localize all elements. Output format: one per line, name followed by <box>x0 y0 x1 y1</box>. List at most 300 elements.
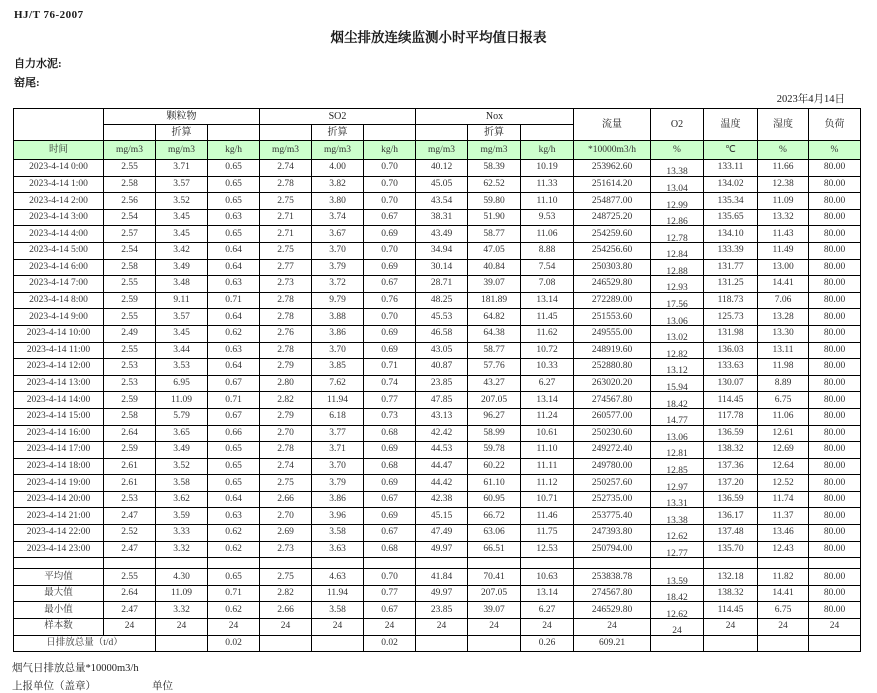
unit-cell: % <box>809 141 861 160</box>
value-cell: 0.77 <box>364 585 416 602</box>
table-row <box>14 392 861 409</box>
value-cell: 0.71 <box>208 585 260 602</box>
value-cell: 2.49 <box>104 325 156 342</box>
value-cell: 13.59 <box>651 574 704 591</box>
value-cell: 0.02 <box>364 635 416 652</box>
value-cell: 3.45 <box>156 325 208 342</box>
header-humidity: 湿度 <box>758 109 809 141</box>
row-label-cell: 2023-4-14 4:00 <box>14 226 104 243</box>
value-cell: 0.02 <box>208 635 260 652</box>
table-row <box>14 508 861 525</box>
value-cell: 80.00 <box>809 309 861 326</box>
value-cell: 3.52 <box>156 193 208 210</box>
standard-code: HJ/T 76-2007 <box>14 9 84 21</box>
table-row <box>14 475 861 492</box>
value-cell: 2.77 <box>260 259 312 276</box>
value-cell: 24 <box>260 619 312 636</box>
value-cell: 34.94 <box>416 242 468 259</box>
value-cell: 11.12 <box>521 475 574 492</box>
value-cell: 253962.60 <box>574 160 651 177</box>
value-cell <box>521 558 574 569</box>
time-column-header: 时间 <box>14 141 104 160</box>
value-cell: 0.26 <box>521 635 574 652</box>
value-cell: 137.48 <box>704 525 758 542</box>
table-row <box>14 558 861 569</box>
value-cell: 12.52 <box>758 475 809 492</box>
value-cell: 64.38 <box>468 325 521 342</box>
value-cell: 7.62 <box>312 375 364 392</box>
report-unit-label: 上报单位（盖章） <box>12 681 96 693</box>
value-cell: 0.69 <box>364 475 416 492</box>
value-cell: 12.38 <box>758 176 809 193</box>
value-cell: 40.12 <box>416 160 468 177</box>
value-cell: 12.64 <box>758 458 809 475</box>
value-cell: 2.54 <box>104 209 156 226</box>
value-cell: 2.59 <box>104 442 156 459</box>
value-cell: 11.10 <box>521 193 574 210</box>
value-cell: 0.77 <box>364 392 416 409</box>
value-cell: 80.00 <box>809 425 861 442</box>
value-cell: 24 <box>208 619 260 636</box>
value-cell: 274567.80 <box>574 585 651 602</box>
monitoring-site: 窑尾: <box>14 77 40 89</box>
value-cell: 9.53 <box>521 209 574 226</box>
value-cell: 23.85 <box>416 375 468 392</box>
value-cell: 0.62 <box>208 602 260 619</box>
value-cell: 3.79 <box>312 475 364 492</box>
value-cell: 251614.20 <box>574 176 651 193</box>
value-cell: 3.74 <box>312 209 364 226</box>
converted-label-so2: 折算 <box>312 125 364 141</box>
value-cell: 57.76 <box>468 359 521 376</box>
value-cell: 3.71 <box>156 160 208 177</box>
value-cell: 0.70 <box>364 193 416 210</box>
value-cell: 114.45 <box>704 392 758 409</box>
value-cell: 0.71 <box>208 292 260 309</box>
value-cell: 43.49 <box>416 226 468 243</box>
value-cell: 80.00 <box>809 342 861 359</box>
value-cell: 24 <box>156 619 208 636</box>
header-load: 负荷 <box>809 109 861 141</box>
value-cell <box>758 558 809 569</box>
value-cell: 24 <box>312 619 364 636</box>
row-label-cell: 2023-4-14 8:00 <box>14 292 104 309</box>
value-cell: 250257.60 <box>574 475 651 492</box>
value-cell: 58.99 <box>468 425 521 442</box>
value-cell: 3.77 <box>312 425 364 442</box>
value-cell: 80.00 <box>809 176 861 193</box>
value-cell: 3.67 <box>312 226 364 243</box>
daily-report-table <box>13 108 861 652</box>
value-cell: 96.27 <box>468 408 521 425</box>
table-row <box>14 292 861 309</box>
value-cell: 0.62 <box>208 541 260 558</box>
value-cell <box>312 635 364 652</box>
value-cell: 0.63 <box>208 276 260 293</box>
value-cell: 11.75 <box>521 525 574 542</box>
value-cell: 133.39 <box>704 242 758 259</box>
value-cell: 11.33 <box>521 176 574 193</box>
unit-label: 单位 <box>152 681 173 693</box>
value-cell: 3.32 <box>156 602 208 619</box>
value-cell: 59.78 <box>468 442 521 459</box>
value-cell: 3.70 <box>312 458 364 475</box>
header-o2: O2 <box>651 109 704 141</box>
value-cell: 24 <box>704 619 758 636</box>
value-cell: 12.77 <box>651 546 704 563</box>
value-cell: 2.79 <box>260 359 312 376</box>
value-cell: 0.64 <box>208 359 260 376</box>
value-cell: 207.05 <box>468 392 521 409</box>
value-cell: 12.97 <box>651 480 704 497</box>
value-cell: 11.98 <box>758 359 809 376</box>
row-label-cell: 2023-4-14 2:00 <box>14 193 104 210</box>
row-label-cell: 2023-4-14 12:00 <box>14 359 104 376</box>
value-cell: 12.62 <box>651 530 704 547</box>
value-cell: 11.09 <box>156 392 208 409</box>
value-cell: 3.48 <box>156 276 208 293</box>
value-cell: 0.69 <box>364 259 416 276</box>
blank-cell <box>208 125 260 141</box>
value-cell: 133.11 <box>704 160 758 177</box>
value-cell: 0.69 <box>364 508 416 525</box>
value-cell: 3.57 <box>156 309 208 326</box>
value-cell: 247393.80 <box>574 525 651 542</box>
value-cell: 3.33 <box>156 525 208 542</box>
value-cell: 47.85 <box>416 392 468 409</box>
value-cell: 0.69 <box>364 226 416 243</box>
value-cell: 2.66 <box>260 602 312 619</box>
value-cell <box>809 558 861 569</box>
value-cell <box>156 635 208 652</box>
value-cell: 8.89 <box>758 375 809 392</box>
value-cell: 11.82 <box>758 569 809 586</box>
value-cell: 3.32 <box>156 541 208 558</box>
value-cell: 2.61 <box>104 458 156 475</box>
value-cell: 254256.60 <box>574 242 651 259</box>
table-row <box>14 491 861 508</box>
value-cell: 3.49 <box>156 259 208 276</box>
value-cell: 64.82 <box>468 309 521 326</box>
value-cell: 250303.80 <box>574 259 651 276</box>
value-cell: 24 <box>574 619 651 636</box>
value-cell: 3.85 <box>312 359 364 376</box>
value-cell: 0.63 <box>208 209 260 226</box>
value-cell: 2.47 <box>104 508 156 525</box>
value-cell: 117.78 <box>704 408 758 425</box>
value-cell: 80.00 <box>809 193 861 210</box>
value-cell: 3.82 <box>312 176 364 193</box>
value-cell: 60.95 <box>468 491 521 508</box>
value-cell <box>156 558 208 569</box>
value-cell: 0.63 <box>208 508 260 525</box>
value-cell <box>704 558 758 569</box>
value-cell: 23.85 <box>416 602 468 619</box>
value-cell: 3.58 <box>312 602 364 619</box>
value-cell: 40.84 <box>468 259 521 276</box>
value-cell: 133.63 <box>704 359 758 376</box>
value-cell: 2.78 <box>260 442 312 459</box>
value-cell: 80.00 <box>809 475 861 492</box>
value-cell: 0.67 <box>364 525 416 542</box>
value-cell: 2.59 <box>104 292 156 309</box>
row-label-cell: 2023-4-14 19:00 <box>14 475 104 492</box>
value-cell: 207.05 <box>468 585 521 602</box>
value-cell: 45.53 <box>416 309 468 326</box>
table-row <box>14 458 861 475</box>
value-cell: 0.70 <box>364 160 416 177</box>
value-cell: 80.00 <box>809 602 861 619</box>
value-cell: 0.70 <box>364 176 416 193</box>
value-cell: 62.52 <box>468 176 521 193</box>
value-cell: 134.10 <box>704 226 758 243</box>
value-cell: 14.77 <box>651 413 704 430</box>
row-label-cell: 2023-4-14 11:00 <box>14 342 104 359</box>
value-cell: 135.34 <box>704 193 758 210</box>
value-cell: 3.49 <box>156 442 208 459</box>
value-cell: 38.31 <box>416 209 468 226</box>
value-cell: 131.25 <box>704 276 758 293</box>
row-label-cell: 平均值 <box>14 569 104 586</box>
value-cell: 0.67 <box>364 491 416 508</box>
daily-total-row <box>14 635 861 652</box>
value-cell <box>416 558 468 569</box>
value-cell: 272289.00 <box>574 292 651 309</box>
value-cell: 0.65 <box>208 176 260 193</box>
value-cell: 2.82 <box>260 585 312 602</box>
value-cell: 2.53 <box>104 375 156 392</box>
value-cell: 131.77 <box>704 259 758 276</box>
value-cell: 2.53 <box>104 359 156 376</box>
value-cell <box>758 635 809 652</box>
value-cell: 80.00 <box>809 442 861 459</box>
value-cell: 125.73 <box>704 309 758 326</box>
value-cell: 15.94 <box>651 380 704 397</box>
value-cell: 2.74 <box>260 160 312 177</box>
value-cell: 13.04 <box>651 181 704 198</box>
value-cell: 12.43 <box>758 541 809 558</box>
value-cell: 6.27 <box>521 602 574 619</box>
value-cell: 6.75 <box>758 392 809 409</box>
value-cell: 80.00 <box>809 359 861 376</box>
row-label-cell: 2023-4-14 17:00 <box>14 442 104 459</box>
value-cell: 41.84 <box>416 569 468 586</box>
table-row <box>14 602 861 619</box>
value-cell: 2.80 <box>260 375 312 392</box>
value-cell <box>104 558 156 569</box>
value-cell <box>574 558 651 569</box>
table-row <box>14 276 861 293</box>
value-cell: 6.75 <box>758 602 809 619</box>
value-cell: 6.27 <box>521 375 574 392</box>
value-cell: 0.65 <box>208 193 260 210</box>
value-cell: 11.09 <box>156 585 208 602</box>
unit-cell: mg/m3 <box>416 141 468 160</box>
spacer-row <box>14 558 861 569</box>
value-cell: 13.32 <box>758 209 809 226</box>
value-cell: 136.17 <box>704 508 758 525</box>
value-cell: 2.55 <box>104 160 156 177</box>
report-footer <box>12 660 877 693</box>
value-cell: 58.77 <box>468 226 521 243</box>
value-cell: 11.94 <box>312 585 364 602</box>
row-label-cell: 2023-4-14 9:00 <box>14 309 104 326</box>
row-label-cell: 2023-4-14 10:00 <box>14 325 104 342</box>
value-cell: 46.58 <box>416 325 468 342</box>
value-cell: 13.30 <box>758 325 809 342</box>
value-cell: 10.72 <box>521 342 574 359</box>
value-cell: 80.00 <box>809 276 861 293</box>
value-cell: 131.98 <box>704 325 758 342</box>
value-cell: 24 <box>809 619 861 636</box>
value-cell: 80.00 <box>809 375 861 392</box>
value-cell: 2.57 <box>104 226 156 243</box>
row-label-cell: 2023-4-14 3:00 <box>14 209 104 226</box>
unit-cell: kg/h <box>364 141 416 160</box>
value-cell: 0.70 <box>364 309 416 326</box>
value-cell: 48.25 <box>416 292 468 309</box>
value-cell: 12.61 <box>758 425 809 442</box>
value-cell: 254877.00 <box>574 193 651 210</box>
value-cell: 254259.60 <box>574 226 651 243</box>
value-cell: 80.00 <box>809 259 861 276</box>
value-cell: 17.56 <box>651 297 704 314</box>
table-row <box>14 425 861 442</box>
value-cell: 42.38 <box>416 491 468 508</box>
value-cell: 0.65 <box>208 475 260 492</box>
value-cell: 3.53 <box>156 359 208 376</box>
row-label-cell: 2023-4-14 20:00 <box>14 491 104 508</box>
value-cell: 11.94 <box>312 392 364 409</box>
value-cell: 0.67 <box>364 276 416 293</box>
value-cell: 80.00 <box>809 242 861 259</box>
value-cell: 30.14 <box>416 259 468 276</box>
value-cell: 10.61 <box>521 425 574 442</box>
value-cell: 43.05 <box>416 342 468 359</box>
value-cell: 2.52 <box>104 525 156 542</box>
value-cell: 3.52 <box>156 458 208 475</box>
value-cell: 47.49 <box>416 525 468 542</box>
value-cell: 80.00 <box>809 585 861 602</box>
value-cell: 2.75 <box>260 475 312 492</box>
value-cell: 0.76 <box>364 292 416 309</box>
row-label-cell: 2023-4-14 1:00 <box>14 176 104 193</box>
value-cell: 13.28 <box>758 309 809 326</box>
value-cell: 118.73 <box>704 292 758 309</box>
value-cell: 45.05 <box>416 176 468 193</box>
value-cell: 2.74 <box>260 458 312 475</box>
value-cell: 66.51 <box>468 541 521 558</box>
value-cell: 138.32 <box>704 585 758 602</box>
unit-cell: ℃ <box>704 141 758 160</box>
unit-cell: % <box>758 141 809 160</box>
table-row <box>14 635 861 652</box>
row-label-cell: 最大值 <box>14 585 104 602</box>
value-cell: 11.66 <box>758 160 809 177</box>
value-cell: 3.80 <box>312 193 364 210</box>
value-cell: 3.96 <box>312 508 364 525</box>
value-cell: 0.64 <box>208 309 260 326</box>
value-cell: 130.07 <box>704 375 758 392</box>
company-name: 自力水泥: <box>14 58 62 70</box>
value-cell: 10.71 <box>521 491 574 508</box>
value-cell: 0.64 <box>208 242 260 259</box>
value-cell: 136.59 <box>704 425 758 442</box>
value-cell: 0.62 <box>208 325 260 342</box>
hourly-data-rows <box>14 160 861 558</box>
row-label-cell: 2023-4-14 15:00 <box>14 408 104 425</box>
value-cell: 3.44 <box>156 342 208 359</box>
value-cell: 24 <box>521 619 574 636</box>
value-cell: 43.13 <box>416 408 468 425</box>
value-cell: 2.82 <box>260 392 312 409</box>
value-cell: 2.61 <box>104 475 156 492</box>
value-cell: 60.22 <box>468 458 521 475</box>
value-cell: 11.45 <box>521 309 574 326</box>
value-cell: 2.64 <box>104 425 156 442</box>
row-label-cell: 2023-4-14 16:00 <box>14 425 104 442</box>
value-cell <box>651 563 704 574</box>
flue-total-note: 烟气日排放总量*10000m3/h <box>12 663 139 675</box>
value-cell: 251553.60 <box>574 309 651 326</box>
value-cell: 2.69 <box>260 525 312 542</box>
value-cell: 0.70 <box>364 569 416 586</box>
value-cell: 263020.20 <box>574 375 651 392</box>
value-cell: 249780.00 <box>574 458 651 475</box>
value-cell <box>416 635 468 652</box>
value-cell: 3.88 <box>312 309 364 326</box>
value-cell: 2.70 <box>260 425 312 442</box>
value-cell: 2.75 <box>260 193 312 210</box>
value-cell: 2.76 <box>260 325 312 342</box>
value-cell: 3.63 <box>312 541 364 558</box>
report-date: 2023年4月14日 <box>776 94 845 105</box>
value-cell: 2.58 <box>104 176 156 193</box>
value-cell: 11.11 <box>521 458 574 475</box>
row-label-cell: 2023-4-14 22:00 <box>14 525 104 542</box>
value-cell: 11.09 <box>758 193 809 210</box>
value-cell: 0.70 <box>364 242 416 259</box>
value-cell: 9.79 <box>312 292 364 309</box>
value-cell: 3.58 <box>312 525 364 542</box>
summary-rows <box>14 569 861 635</box>
value-cell: 2.71 <box>260 226 312 243</box>
value-cell: 0.65 <box>208 160 260 177</box>
row-label-cell: 2023-4-14 13:00 <box>14 375 104 392</box>
value-cell: 45.15 <box>416 508 468 525</box>
value-cell: 0.65 <box>208 458 260 475</box>
value-cell: 4.63 <box>312 569 364 586</box>
unit-cell: % <box>651 141 704 160</box>
value-cell <box>809 635 861 652</box>
value-cell: 0.63 <box>208 342 260 359</box>
value-cell: 2.66 <box>260 491 312 508</box>
value-cell: 12.85 <box>651 463 704 480</box>
value-cell: 63.06 <box>468 525 521 542</box>
converted-label-pm: 折算 <box>156 125 208 141</box>
blank-cell <box>260 125 312 141</box>
value-cell: 2.59 <box>104 392 156 409</box>
unit-cell: kg/h <box>521 141 574 160</box>
value-cell: 13.14 <box>521 585 574 602</box>
value-cell: 28.71 <box>416 276 468 293</box>
value-cell: 49.97 <box>416 541 468 558</box>
value-cell: 3.45 <box>156 209 208 226</box>
value-cell: 42.42 <box>416 425 468 442</box>
value-cell: 13.46 <box>758 525 809 542</box>
blank-cell <box>521 125 574 141</box>
value-cell: 2.78 <box>260 176 312 193</box>
